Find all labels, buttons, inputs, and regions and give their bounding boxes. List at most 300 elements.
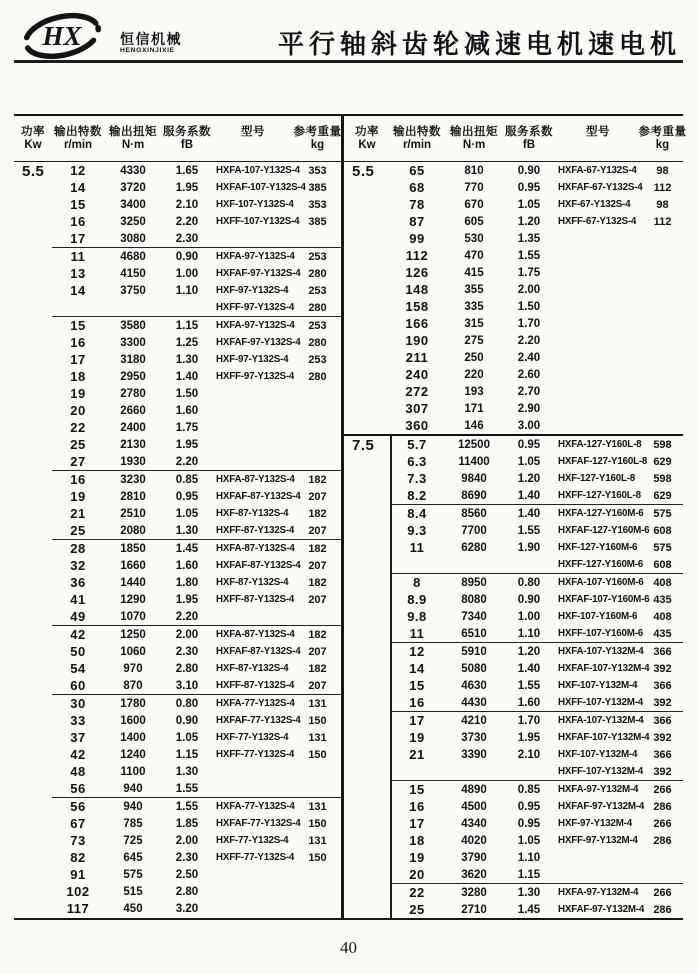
cell-torque: 2400 — [120, 421, 146, 434]
cell-model: HXFF-97-Y132M-4 — [558, 835, 638, 846]
cell-service-factor: 1.30 — [517, 886, 541, 899]
cell-service-factor: 2.10 — [175, 198, 199, 211]
cell-torque: 171 — [464, 402, 484, 415]
cell-model: HXFAF-107-Y132M-4 — [558, 663, 650, 674]
cell-weight: 182 — [308, 662, 327, 675]
cell-torque: 3580 — [120, 319, 146, 332]
cell-model: HXFF-87-Y132S-4 — [216, 594, 295, 605]
cell-speed: 20 — [409, 867, 425, 882]
cell-model: HXFA-67-Y132S-4 — [558, 165, 637, 176]
cell-torque: 275 — [464, 334, 484, 347]
cell-model: HXFAF-97-Y132M-4 — [558, 904, 645, 915]
cell-weight: 207 — [308, 559, 327, 572]
cell-weight: 253 — [308, 319, 327, 332]
cell-service-factor: 1.60 — [175, 404, 199, 417]
table-row — [390, 884, 683, 901]
cell-speed: 25 — [70, 437, 86, 452]
cell-service-factor: 1.85 — [175, 817, 199, 830]
table-row — [390, 417, 683, 434]
power-value: 5.5 — [352, 163, 375, 180]
table-row — [390, 487, 683, 504]
cell-weight: 266 — [653, 817, 672, 830]
table-row — [52, 540, 341, 557]
cell-service-factor: 2.80 — [175, 885, 199, 898]
table-header-row — [344, 116, 687, 162]
cell-service-factor: 1.75 — [517, 266, 541, 279]
cell-service-factor: 2.30 — [175, 232, 199, 245]
cell-speed: 18 — [409, 833, 425, 848]
model-group — [52, 694, 341, 797]
table-row — [52, 883, 341, 900]
table-row — [390, 366, 683, 383]
cell-torque: 1290 — [120, 593, 146, 606]
column-header-unit: fB — [180, 139, 194, 151]
table-row — [390, 556, 683, 573]
cell-torque: 8080 — [461, 593, 487, 606]
cell-weight: 392 — [653, 662, 672, 675]
table-row — [390, 763, 683, 780]
table-row — [52, 436, 341, 453]
cell-weight: 131 — [308, 800, 327, 813]
column-header-cn: 型号 — [241, 126, 265, 138]
table-row — [390, 539, 683, 556]
cell-torque: 3620 — [461, 868, 487, 881]
cell-torque: 415 — [464, 266, 484, 279]
cell-service-factor: 1.65 — [175, 164, 199, 177]
cell-weight: 280 — [308, 301, 327, 314]
column-header-unit: N·m — [462, 139, 486, 151]
cell-speed: 54 — [70, 661, 86, 676]
table-row — [390, 281, 683, 298]
cell-speed: 25 — [409, 902, 425, 917]
cell-model: HXFAF-77-Y132S-4 — [216, 715, 301, 726]
cell-speed: 6.3 — [407, 454, 427, 469]
cell-weight: 353 — [308, 198, 327, 211]
cell-service-factor: 1.10 — [175, 284, 199, 297]
table-row — [390, 436, 683, 453]
cell-model: HXFA-87-Y132S-4 — [216, 474, 295, 485]
table-row — [52, 798, 341, 815]
cell-weight: 207 — [308, 524, 327, 537]
cell-torque: 3720 — [120, 181, 146, 194]
cell-service-factor: 1.45 — [517, 903, 541, 916]
cell-torque: 7700 — [461, 524, 487, 537]
cell-torque: 315 — [464, 317, 484, 330]
cell-service-factor: 0.80 — [175, 697, 199, 710]
cell-speed: 15 — [70, 318, 86, 333]
cell-speed: 117 — [66, 901, 90, 916]
cell-torque: 810 — [464, 164, 484, 177]
cell-service-factor: 1.20 — [517, 215, 541, 228]
cell-torque: 2950 — [120, 370, 146, 383]
cell-service-factor: 1.95 — [175, 593, 199, 606]
cell-service-factor: 1.20 — [517, 645, 541, 658]
cell-speed: 15 — [409, 678, 425, 693]
cell-weight: 385 — [308, 215, 327, 228]
table-row — [390, 746, 683, 763]
cell-torque: 1850 — [120, 542, 146, 555]
cell-weight: 253 — [308, 284, 327, 297]
cell-speed: 11 — [70, 249, 86, 264]
cell-speed: 16 — [409, 695, 425, 710]
cell-service-factor: 1.45 — [175, 542, 199, 555]
table-row — [390, 832, 683, 849]
cell-torque: 1660 — [120, 559, 146, 572]
cell-service-factor: 1.40 — [517, 662, 541, 675]
cell-weight: 392 — [653, 731, 672, 744]
table-row — [52, 900, 341, 917]
table-row — [390, 625, 683, 642]
cell-service-factor: 0.85 — [517, 783, 541, 796]
cell-service-factor: 2.00 — [517, 283, 541, 296]
cell-model: HXF-107-Y132M-4 — [558, 680, 638, 691]
cell-model: HXF-87-Y132S-4 — [216, 508, 289, 519]
cell-service-factor: 1.70 — [517, 317, 541, 330]
cell-speed: 211 — [405, 350, 429, 365]
table-row — [52, 849, 341, 866]
cell-service-factor: 1.00 — [175, 267, 199, 280]
column-header-cn: 服务系数 — [163, 126, 211, 138]
column-header-unit: r/min — [402, 139, 432, 151]
cell-service-factor: 1.10 — [517, 851, 541, 864]
cell-service-factor: 0.90 — [517, 164, 541, 177]
cell-weight: 207 — [308, 645, 327, 658]
cell-weight: 366 — [653, 748, 672, 761]
cell-service-factor: 2.90 — [517, 402, 541, 415]
table-row — [52, 248, 341, 265]
cell-weight: 280 — [308, 267, 327, 280]
cell-torque: 1240 — [120, 748, 146, 761]
cell-weight: 131 — [308, 697, 327, 710]
cell-torque: 970 — [123, 662, 143, 675]
table-row — [390, 660, 683, 677]
cell-service-factor: 1.05 — [517, 455, 541, 468]
cell-model: HXFA-77-Y132S-4 — [216, 698, 295, 709]
cell-model: HXFAF-107-Y160M-6 — [558, 594, 650, 605]
cell-torque: 1060 — [120, 645, 146, 658]
cell-torque: 785 — [123, 817, 143, 830]
cell-weight: 392 — [653, 765, 672, 778]
cell-weight: 253 — [308, 250, 327, 263]
cell-service-factor: 1.55 — [517, 679, 541, 692]
cell-torque: 2510 — [120, 507, 146, 520]
cell-speed: 16 — [70, 472, 86, 487]
cell-service-factor: 1.25 — [175, 336, 199, 349]
cell-torque: 9840 — [461, 472, 487, 485]
cell-model: HXFA-87-Y132S-4 — [216, 543, 295, 554]
table-row — [390, 866, 683, 883]
column-header — [52, 125, 104, 152]
cell-torque: 4340 — [461, 817, 487, 830]
cell-torque: 3250 — [120, 215, 146, 228]
cell-service-factor: 1.40 — [517, 507, 541, 520]
cell-torque: 1930 — [120, 455, 146, 468]
cell-model: HXFA-107-Y132S-4 — [216, 165, 300, 176]
cell-weight: 629 — [653, 455, 672, 468]
cell-speed: 42 — [70, 747, 86, 762]
column-header — [162, 125, 212, 152]
cell-model: HXFAF-107-Y132S-4 — [216, 182, 306, 193]
cell-speed: 73 — [70, 833, 86, 848]
cell-speed: 8.9 — [407, 592, 427, 607]
table-row — [52, 677, 341, 694]
cell-service-factor: 1.50 — [517, 300, 541, 313]
company-name-cn: 恒信机械 — [120, 30, 182, 47]
cell-model: HXFA-87-Y132S-4 — [216, 629, 295, 640]
logo-text — [120, 18, 182, 55]
table-row — [52, 179, 341, 196]
cell-model: HXF-127-Y160L-8 — [558, 473, 636, 484]
cell-speed: 82 — [70, 850, 86, 865]
cell-torque: 725 — [123, 834, 143, 847]
cell-torque: 605 — [464, 215, 484, 228]
cell-torque: 4630 — [461, 679, 487, 692]
cell-speed: 67 — [70, 816, 86, 831]
column-header — [554, 125, 642, 152]
cell-model: HXFF-77-Y132S-4 — [216, 852, 295, 863]
cell-model: HXF-77-Y132S-4 — [216, 732, 289, 743]
cell-speed: 60 — [70, 678, 86, 693]
cell-service-factor: 2.00 — [175, 834, 199, 847]
model-group — [52, 797, 341, 917]
cell-speed: 30 — [70, 696, 86, 711]
table-row — [52, 196, 341, 213]
cell-model: HXF-127-Y160M-6 — [558, 542, 638, 553]
cell-model: HXFAF-97-Y132M-4 — [558, 801, 645, 812]
cell-service-factor: 1.05 — [175, 731, 199, 744]
cell-model: HXFA-107-Y160M-6 — [558, 577, 644, 588]
cell-speed: 22 — [409, 885, 425, 900]
column-header-unit: N·m — [121, 139, 145, 151]
cell-weight: 286 — [653, 800, 672, 813]
cell-torque: 2780 — [120, 387, 146, 400]
cell-speed: 36 — [70, 575, 86, 590]
cell-model: HXFA-107-Y132M-4 — [558, 646, 644, 657]
table-row — [390, 849, 683, 866]
cell-torque: 6280 — [461, 541, 487, 554]
cell-speed: 17 — [409, 816, 425, 831]
cell-model: HXFF-107-Y132M-4 — [558, 697, 644, 708]
cell-weight: 131 — [308, 834, 327, 847]
table-row — [52, 660, 341, 677]
cell-torque: 2660 — [120, 404, 146, 417]
cell-weight: 112 — [653, 181, 672, 194]
cell-torque: 1250 — [120, 628, 146, 641]
cell-weight: 112 — [653, 215, 672, 228]
table-row — [390, 574, 683, 591]
table-row — [390, 815, 683, 832]
table-row — [52, 832, 341, 849]
cell-weight: 98 — [656, 198, 669, 211]
cell-speed: 48 — [70, 764, 86, 779]
table-row — [390, 591, 683, 608]
cell-speed: 12 — [409, 644, 425, 659]
cell-service-factor: 2.60 — [517, 368, 541, 381]
cell-model: HXFA-97-Y132S-4 — [216, 251, 295, 262]
cell-speed: 17 — [70, 352, 86, 367]
column-header-unit: Kw — [358, 139, 376, 151]
cell-model: HXFAF-107-Y132M-4 — [558, 732, 650, 743]
cell-service-factor: 2.30 — [175, 645, 199, 658]
cell-torque: 1070 — [120, 610, 146, 623]
spec-tables — [14, 114, 687, 920]
column-header-unit: r/min — [63, 139, 93, 151]
cell-weight: 207 — [308, 593, 327, 606]
table-row — [52, 643, 341, 660]
column-header-unit: Kw — [24, 139, 42, 151]
model-group — [390, 780, 683, 883]
cell-torque: 1400 — [120, 731, 146, 744]
table-row — [52, 368, 341, 385]
model-group — [390, 436, 683, 504]
table-row — [52, 282, 341, 299]
cell-speed: 25 — [70, 523, 86, 538]
cell-weight: 366 — [653, 645, 672, 658]
table-row — [390, 213, 683, 230]
cell-service-factor: 2.20 — [175, 610, 199, 623]
cell-weight: 366 — [653, 679, 672, 692]
cell-speed: 91 — [70, 867, 86, 882]
cell-service-factor: 1.15 — [175, 748, 199, 761]
cell-weight: 608 — [653, 524, 672, 537]
column-header — [104, 125, 162, 152]
cell-weight: 286 — [653, 834, 672, 847]
cell-speed: 50 — [70, 644, 86, 659]
cell-service-factor: 1.00 — [517, 610, 541, 623]
table-row — [390, 332, 683, 349]
cell-model: HXFAF-87-Y132S-4 — [216, 491, 301, 502]
cell-weight: 392 — [653, 696, 672, 709]
cell-speed: 22 — [70, 420, 86, 435]
cell-torque: 4680 — [120, 250, 146, 263]
cell-speed: 42 — [70, 627, 86, 642]
cell-torque: 6510 — [461, 627, 487, 640]
cell-torque: 3080 — [120, 232, 146, 245]
cell-speed: 126 — [405, 265, 429, 280]
table-row — [52, 419, 341, 436]
cell-speed: 102 — [66, 884, 90, 899]
cell-torque: 3400 — [120, 198, 146, 211]
table-row — [52, 402, 341, 419]
table-row — [52, 626, 341, 643]
table-row — [390, 315, 683, 332]
cell-speed: 360 — [405, 418, 429, 433]
cell-service-factor: 2.00 — [175, 628, 199, 641]
cell-speed: 190 — [405, 333, 429, 348]
cell-weight: 266 — [653, 886, 672, 899]
table-row — [390, 196, 683, 213]
cell-model: HXFA-97-Y132M-4 — [558, 784, 639, 795]
table-body — [344, 162, 683, 918]
cell-speed: 19 — [70, 386, 86, 401]
cell-service-factor: 0.90 — [175, 714, 199, 727]
cell-service-factor: 3.10 — [175, 679, 199, 692]
page-title: 平行轴斜齿轮减速电机速电机 — [277, 29, 681, 59]
cell-model: HXFAF-67-Y132S-4 — [558, 182, 643, 193]
cell-model: HXFF-107-Y132S-4 — [216, 216, 300, 227]
cell-service-factor: 1.35 — [517, 232, 541, 245]
cell-weight: 207 — [308, 679, 327, 692]
table-row — [52, 591, 341, 608]
cell-speed: 8.4 — [407, 506, 427, 521]
cell-service-factor: 1.50 — [175, 387, 199, 400]
model-group — [390, 162, 683, 434]
cell-speed: 9.8 — [407, 609, 427, 624]
table-row — [52, 695, 341, 712]
cell-service-factor: 1.40 — [175, 370, 199, 383]
cell-service-factor: 1.55 — [517, 249, 541, 262]
cell-torque: 3390 — [461, 748, 487, 761]
cell-service-factor: 1.55 — [517, 524, 541, 537]
column-header — [638, 125, 687, 152]
model-group — [52, 470, 341, 539]
cell-model: HXFA-127-Y160M-6 — [558, 508, 644, 519]
column-header-cn: 输出扭矩 — [450, 126, 498, 138]
table-row — [52, 746, 341, 763]
cell-weight: 608 — [653, 558, 672, 571]
column-header — [504, 125, 554, 152]
cell-speed: 65 — [409, 163, 425, 178]
cell-service-factor: 1.90 — [517, 541, 541, 554]
cell-speed: 99 — [409, 231, 425, 246]
column-header-unit: kg — [310, 139, 325, 151]
cell-speed: 9.3 — [407, 523, 427, 538]
cell-model: HXFAF-97-Y132S-4 — [216, 337, 301, 348]
table-row — [390, 643, 683, 660]
cell-weight: 366 — [653, 714, 672, 727]
cell-torque: 470 — [464, 249, 484, 262]
power-value: 5.5 — [22, 163, 45, 180]
table-row — [52, 780, 341, 797]
table-row — [52, 317, 341, 334]
cell-torque: 2080 — [120, 524, 146, 537]
cell-model: HXF-87-Y132S-4 — [216, 663, 289, 674]
cell-model: HXFAF-127-Y160L-8 — [558, 456, 648, 467]
cell-model: HXFF-67-Y132S-4 — [558, 216, 637, 227]
cell-speed: 21 — [409, 747, 425, 762]
table-row — [52, 763, 341, 780]
cell-torque: 3230 — [120, 473, 146, 486]
cell-service-factor: 1.15 — [517, 868, 541, 881]
cell-service-factor: 0.80 — [517, 576, 541, 589]
cell-torque: 220 — [464, 368, 484, 381]
cell-speed: 15 — [409, 782, 425, 797]
table-row — [52, 334, 341, 351]
cell-speed: 20 — [70, 403, 86, 418]
table-row — [390, 677, 683, 694]
column-header-cn: 参考重量 — [293, 126, 342, 138]
cell-service-factor: 2.10 — [517, 748, 541, 761]
cell-model: HXF-107-Y132S-4 — [216, 199, 294, 210]
column-header-unit: kg — [655, 139, 670, 151]
cell-service-factor: 1.70 — [517, 714, 541, 727]
cell-torque: 3750 — [120, 284, 146, 297]
table-row — [390, 162, 683, 179]
cell-weight: 598 — [653, 438, 672, 451]
cell-weight: 253 — [308, 353, 327, 366]
cell-torque: 4500 — [461, 800, 487, 813]
cell-service-factor: 1.15 — [175, 319, 199, 332]
cell-model: HXF-107-Y132M-4 — [558, 749, 638, 760]
power-value: 7.5 — [352, 437, 375, 454]
cell-torque: 3280 — [461, 886, 487, 899]
table-row — [52, 712, 341, 729]
column-header — [390, 125, 444, 152]
cell-service-factor: 1.55 — [175, 800, 199, 813]
cell-service-factor: 2.20 — [175, 215, 199, 228]
cell-torque: 11400 — [458, 455, 490, 468]
cell-model: HXFAF-87-Y132S-4 — [216, 560, 301, 571]
